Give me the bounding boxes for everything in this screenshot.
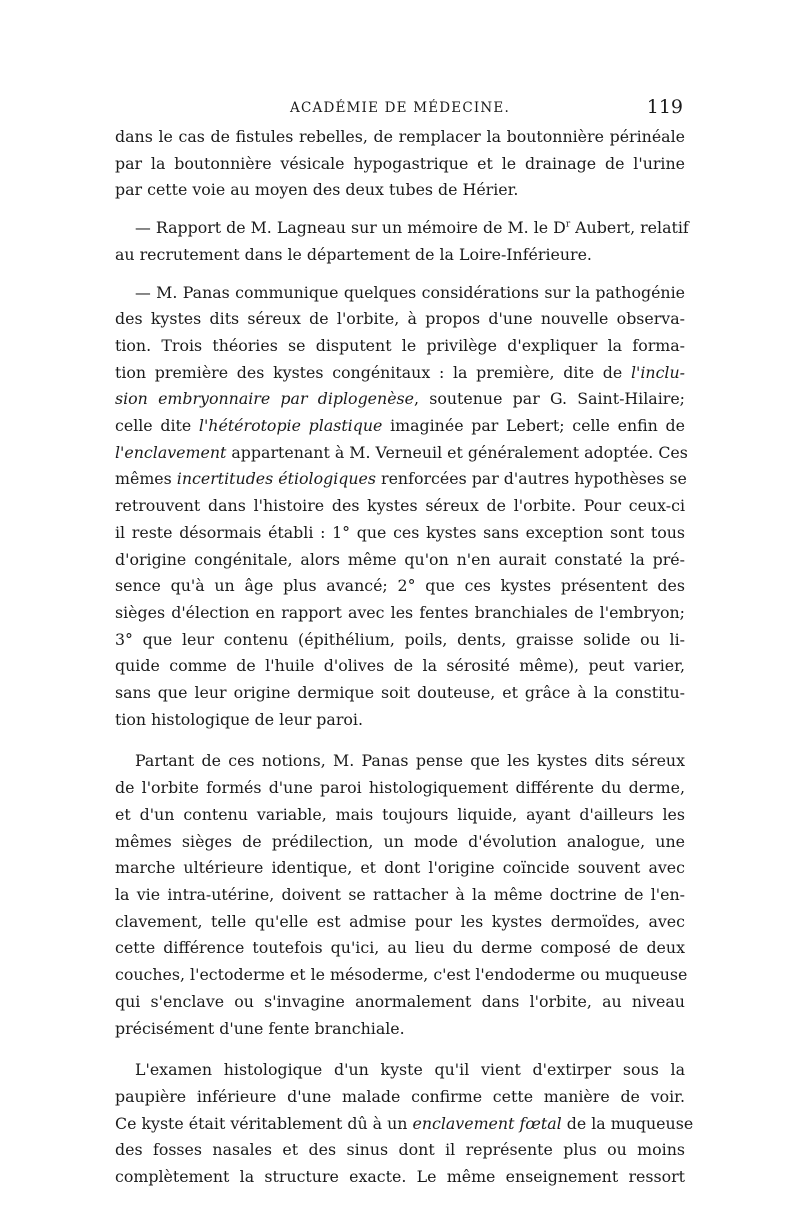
text-line: L'examen histologique d'un kyste qu'il vient d'extirper sous la [135,1060,685,1080]
text-line: mêmes sièges de prédilection, un mode d'évolution analogue, une [115,831,685,851]
text-line [115,215,689,242]
paragraph-gap [115,733,685,748]
text-line: complètement la structure exacte. Le même enseignement ressort [115,1167,685,1187]
text-line [115,360,685,387]
paragraph-rapport-lagneau [115,215,689,268]
text-line: Partant de ces notions, M. Panas pense que les kystes dits séreux [135,751,685,771]
paragraph-gap [115,269,685,280]
text-line: par cette voie au moyen des deux tubes de Hérier. [115,180,519,200]
paragraph-partant [115,748,688,1042]
text-line: sence qu'à un âge plus avancé; 2° que ces kystes présentent des [115,576,685,596]
text-line: qui s'enclave ou s'invagine anormalement dans l'orbite, au niveau [115,991,685,1011]
text-line: par la boutonnière vésicale hypogastrique et le drainage de l'urine [115,153,685,173]
text-line [115,413,685,440]
text-line: des fosses nasales et des sinus dont il représente plus ou moins [115,1140,685,1160]
page-number: 119 [646,96,683,118]
text-line: des kystes dits séreux de l'orbite, à propos d'une nouvelle observa- [115,309,685,329]
text-line: la vie intra-utérine, doivent se rattacher à la même doctrine de l'en- [115,884,685,904]
text-run: imaginée par Lebert; celle enfin de [382,416,685,436]
text-line: retrouvent dans l'histoire des kystes séreux de l'orbite. Pour ceux-ci [115,496,685,516]
text-line: cette différence toutefois qu'ici, au lieu du derme composé de deux [115,938,685,958]
text-line [115,386,685,413]
running-title: ACADÉMIE DE MÉDECINE. [290,100,510,116]
italic-term: sion embryonnaire par diplogenèse [115,389,415,409]
text-line: tion histologique de leur paroi. [115,709,363,729]
text-line: sans que leur origine dermique soit douteuse, et grâce à la constitu- [115,683,685,703]
text-run: Aubert, relatif [570,218,689,238]
text-line: quide comme de l'huile d'olives de la sérosité même), peut varier, [115,656,685,676]
text-line [115,466,685,493]
text-line: dans le cas de fistules rebelles, de remplacer la boutonnière périnéale [115,127,685,146]
text-line: marche ultérieure identique, et dont l'origine coïncide souvent avec [115,858,685,878]
text-run: de la muqueuse [561,1113,694,1133]
text-line: au recrutement dans le département de la Loire-Inférieure. [115,244,592,264]
running-head [115,96,685,124]
text-line: et d'un contenu variable, mais toujours liquide, ayant d'ailleurs les [115,804,685,824]
text-run: , soutenue par G. Saint-Hilaire; [414,389,685,409]
text-run: renforcées par d'autres hypothèses se [376,469,687,489]
text-line: — M. Panas communique quelques considérations sur la pathogénie [135,282,685,302]
paragraph-fistules [115,124,685,204]
text-line: 3° que leur contenu (épithélium, poils, dents, graisse solide ou li- [115,629,685,649]
italic-term: incertitudes étiologiques [176,469,377,489]
italic-term: l'inclu- [630,362,685,382]
text-line: paupière inférieure d'une malade confirme cette manière de voir. [115,1086,685,1106]
text-line [115,440,688,467]
paragraph-gap [115,1042,685,1057]
text-line: précisément d'une fente branchiale. [115,1018,405,1038]
text-run: celle dite [115,416,199,436]
superscript: r [565,219,571,230]
text-line [115,1111,694,1138]
text-line: clavement, telle qu'elle est admise pour les kystes dermoïdes, avec [115,911,685,931]
text-line: sièges d'élection en rapport avec les fentes branchiales de l'embryon; [115,602,685,622]
paragraph-panas-kystes [115,280,688,734]
text-line: tion. Trois théories se disputent le privilège d'expliquer la forma- [115,335,685,355]
text-line: d'origine congénitale, alors même qu'on n'en aurait constaté la pré- [115,549,685,569]
text-run: appartenant à M. Verneuil et généralement adoptée. Ces [226,442,688,462]
italic-term: l'enclavement [115,442,227,462]
paragraph-examen [115,1057,694,1191]
text-line: de l'orbite formés d'une paroi histologiquement différente du derme, [115,778,685,798]
text-run: — Rapport de M. Lagneau sur un mémoire de M. le D [135,218,566,238]
book-page [115,96,694,1191]
text-run: tion première des kystes congénitaux : la première, dite de [115,362,631,382]
italic-term: l'hétérotopie plastique [198,416,383,436]
text-line: il reste désormais établi : 1° que ces kystes sans exception sont tous [115,522,685,542]
paragraph-gap [115,204,685,215]
text-run: mêmes [115,469,177,489]
text-line: couches, l'ectoderme et le mésoderme, c'est l'endoderme ou muqueuse [115,965,688,985]
text-run: Ce kyste était véritablement dû à un [115,1113,413,1133]
italic-term: enclavement fœtal [412,1113,562,1133]
